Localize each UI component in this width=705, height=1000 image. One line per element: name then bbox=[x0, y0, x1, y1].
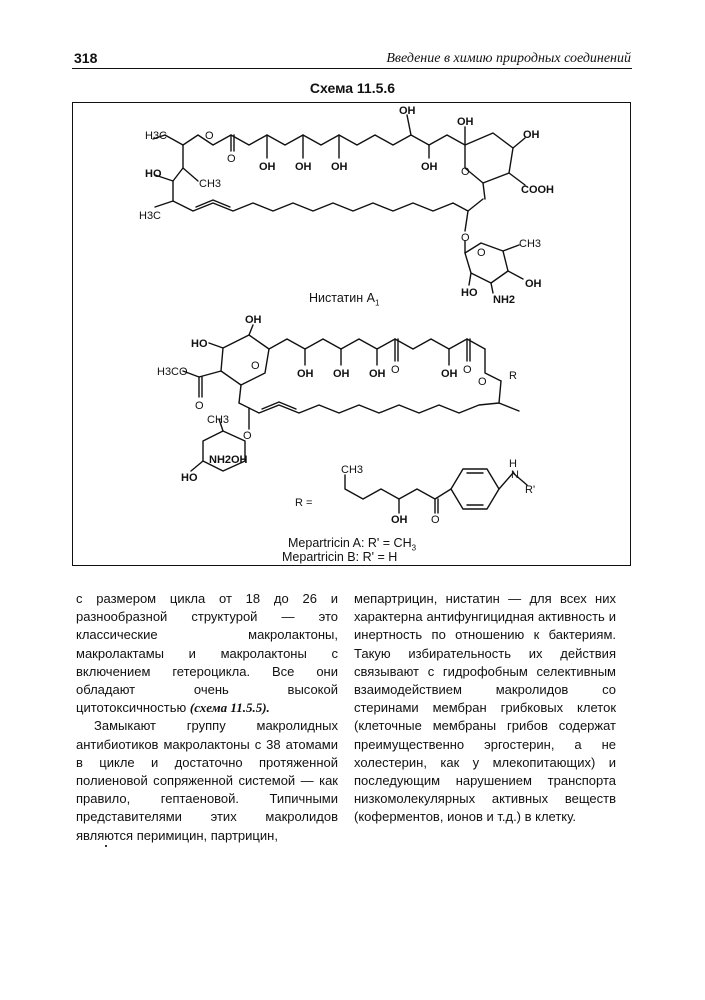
label-ch3: CH3 bbox=[207, 414, 230, 426]
label-oh: OH bbox=[399, 105, 416, 117]
left-paragraph-1 bbox=[76, 590, 338, 717]
label-oh: OH bbox=[231, 454, 248, 466]
label-o: O bbox=[195, 400, 204, 412]
mepartricin-b-caption: Mepartricin B: R' = H bbox=[282, 550, 398, 564]
speck bbox=[105, 845, 107, 847]
label-o: O bbox=[463, 364, 472, 376]
label-o: O bbox=[227, 153, 236, 165]
scheme-figure bbox=[72, 102, 631, 566]
label-o: O bbox=[478, 376, 487, 388]
left-paragraph-2: Замыкают группу макролидных антибиотиков макролактоны с 38 атомами в цикле и достаточно протяженной полиеновой сопряженной системой — как правило, гептаеновой. Типичными представителями этих макролидов являются перимицин, партрицин, bbox=[76, 718, 338, 843]
label-ho: HO bbox=[181, 472, 198, 484]
label-o: O bbox=[461, 232, 470, 244]
label-o: O bbox=[431, 514, 440, 526]
nystatin-structure bbox=[139, 105, 554, 306]
label-oh: OH bbox=[457, 116, 474, 128]
label-o: O bbox=[251, 360, 260, 372]
compound1-subscript: 1 bbox=[374, 298, 380, 308]
label-n: N bbox=[511, 469, 519, 481]
label-o: O bbox=[477, 247, 486, 259]
compound1-name: Нистатин A bbox=[309, 291, 375, 305]
label-o: O bbox=[205, 130, 214, 142]
label-h3c: H3C bbox=[145, 130, 168, 142]
label-oh: OH bbox=[295, 161, 312, 173]
label-ch3: CH3 bbox=[519, 238, 542, 250]
label-oh: OH bbox=[441, 368, 458, 380]
label-oh: OH bbox=[333, 368, 350, 380]
label-ch3: CH3 bbox=[341, 464, 364, 476]
label-h3c: H3C bbox=[139, 210, 162, 222]
label-o: O bbox=[461, 166, 470, 178]
label-oh: OH bbox=[421, 161, 438, 173]
page-number: 318 bbox=[74, 50, 98, 66]
label-ho: HO bbox=[461, 287, 478, 299]
label-oh: OH bbox=[523, 129, 540, 141]
label-o: O bbox=[391, 364, 400, 376]
compound1-caption bbox=[309, 291, 379, 308]
left-p1-text: с размером цикла от 18 до 26 и разнообразной структурой — это классические макролактоны, макролактамы и макролактоны с включением гетероцикла. Все они обладают очень высокой цитотоксичностью bbox=[76, 591, 338, 716]
label-oh: OH bbox=[245, 314, 262, 326]
left-column bbox=[76, 590, 338, 845]
label-nh2: NH2 bbox=[493, 294, 516, 306]
mepartricin-a-text: Mepartricin A: R' = CH bbox=[288, 536, 412, 550]
label-oh: OH bbox=[369, 368, 386, 380]
scheme-title: Схема 11.5.6 bbox=[309, 80, 396, 96]
header-rule bbox=[72, 68, 632, 69]
chemical-structures bbox=[73, 103, 632, 567]
label-oh: OH bbox=[297, 368, 314, 380]
label-cooh: COOH bbox=[521, 184, 554, 196]
label-oh: OH bbox=[391, 514, 408, 526]
label-oh: OH bbox=[525, 278, 542, 290]
label-h3co: H3CO bbox=[157, 366, 188, 378]
label-r-eq: R = bbox=[295, 497, 313, 509]
label-r: R bbox=[509, 370, 517, 382]
label-r-prime: R' bbox=[525, 484, 536, 496]
label-o: O bbox=[243, 430, 252, 442]
label-oh: OH bbox=[331, 161, 348, 173]
label-h: H bbox=[509, 458, 517, 470]
right-paragraph-1: мепартрицин, нистатин — для всех них характерна антифунгицидная активность и инертность по отношению к бактериям. Такую избирательность их действия связывают с гидрофобным селективным взаимодействием макролидов со стеринами мембран грибковых клеток (клеточные мембраны грибов содержат преимущественно эргостерин, а не холестерин, как у млекопитающих) и последующим нарушением транспорта низкомолекулярных активных веществ (коферментов, ионов и т.д.) в клетку. bbox=[354, 591, 616, 825]
label-nh2: NH2 bbox=[209, 454, 232, 466]
label-ch3: CH3 bbox=[199, 178, 222, 190]
running-title: Введение в химию природных соединений bbox=[386, 51, 631, 66]
label-oh: OH bbox=[259, 161, 276, 173]
label-ho: HO bbox=[145, 168, 162, 180]
mepartricin-structure bbox=[157, 314, 535, 526]
label-ho: HO bbox=[191, 338, 208, 350]
scheme-reference: (схема 11.5.5). bbox=[189, 700, 270, 716]
right-column bbox=[354, 590, 616, 827]
mepartricin-a-subscript: 3 bbox=[411, 543, 417, 553]
